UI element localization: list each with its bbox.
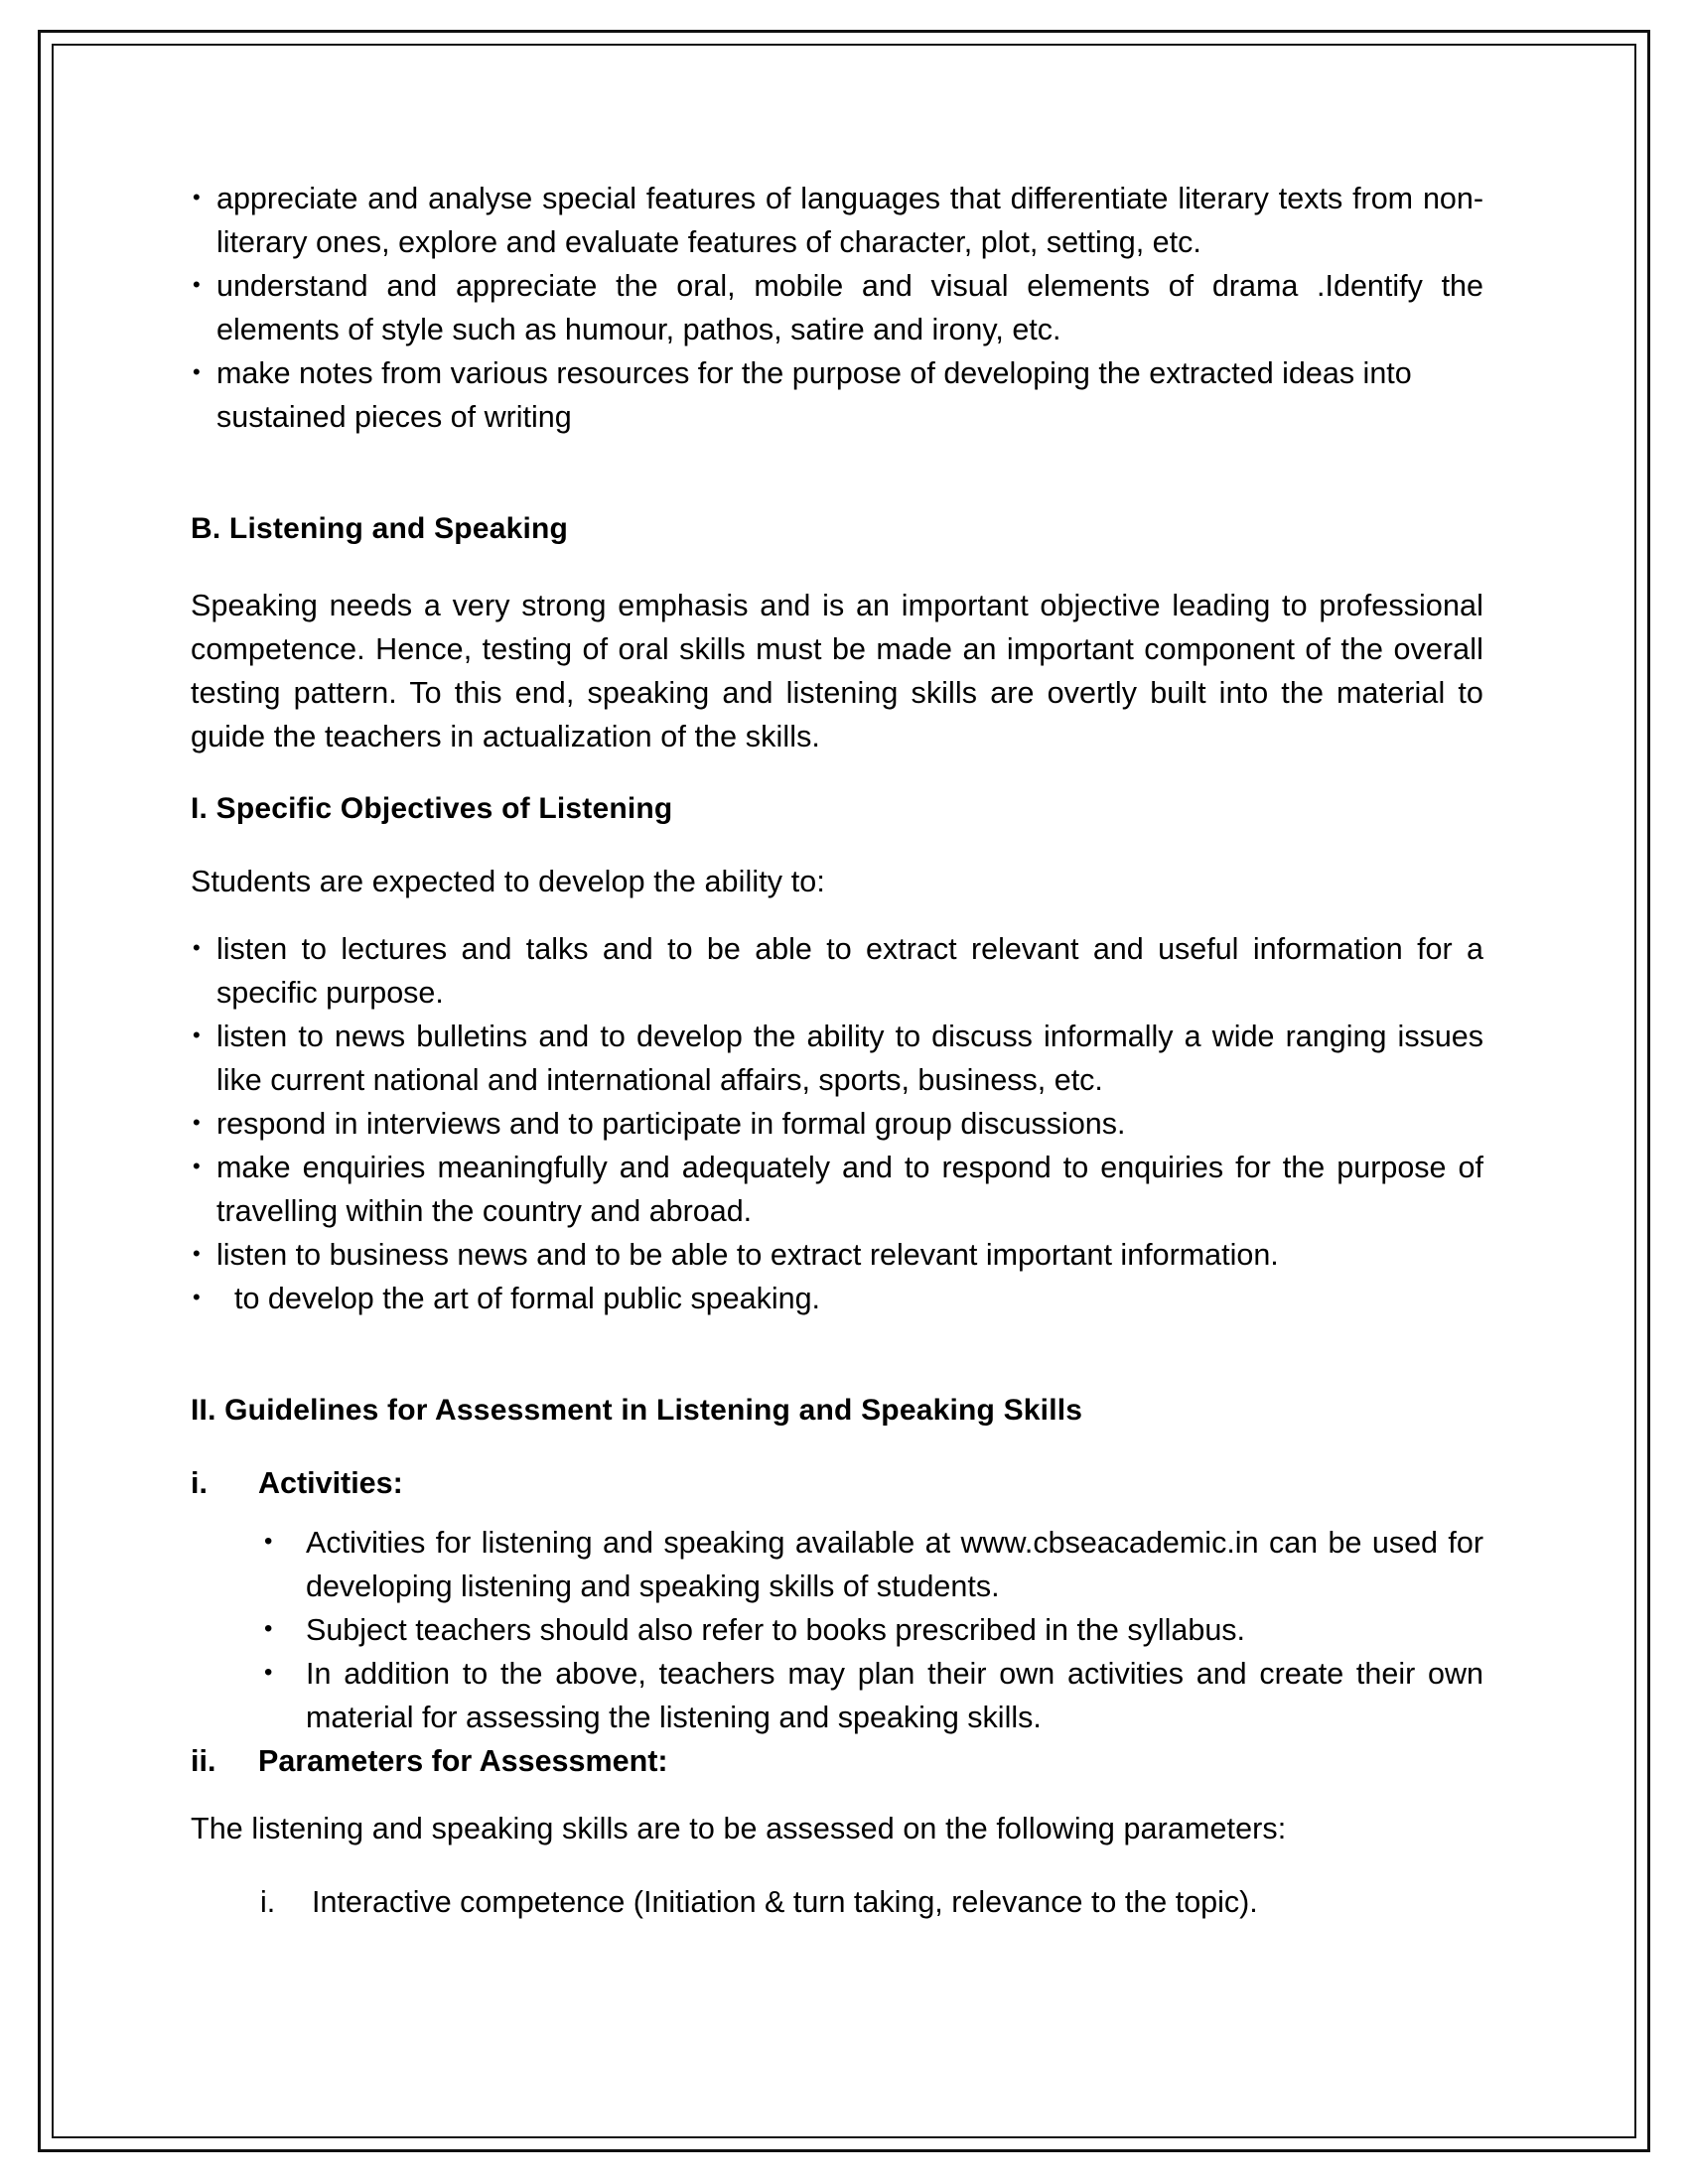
spacer (191, 1320, 1483, 1390)
spacer (191, 1505, 1483, 1521)
section-a-bullet-list (191, 177, 1483, 439)
activities-bullet-list (191, 1521, 1483, 1739)
spacer (191, 439, 1483, 508)
list-item: • respond in interviews and to participate in formal group discussions. (191, 1102, 1483, 1146)
item-ii-label: Parameters for Assessment: (258, 1744, 668, 1778)
listening-objectives-list (191, 927, 1483, 1320)
spacer (191, 1850, 1483, 1880)
spacer (191, 1432, 1483, 1461)
list-item: • appreciate and analyse special features of languages that differentiate literary texts from non-literary ones, explore and evaluate features of character, plot, setting, etc. (191, 177, 1483, 264)
list-item: • make notes from various resources for the purpose of developing the extracted ideas into sustained pieces of writing (191, 351, 1483, 439)
list-item: • Activities for listening and speaking available at www.cbseacademic.in can be used for developing listening and speaking skills of students. (260, 1521, 1483, 1608)
parameters-lead-in: The listening and speaking skills are to be assessed on the following parameters: (191, 1812, 1287, 1845)
item-i-activities (191, 1461, 1483, 1505)
list-item: • Subject teachers should also refer to books prescribed in the syllabus. (260, 1608, 1483, 1652)
parameter-text: Interactive competence (Initiation & turn taking, relevance to the topic). (312, 1885, 1258, 1919)
list-item: • listen to lectures and talks and to be able to extract relevant and useful information for a specific purpose. (191, 927, 1483, 1015)
section-b-intro-paragraph: Speaking needs a very strong emphasis and is an important objective leading to professional competence. Hence, testing of oral skills must be made an important component of the overall testing pattern. To this end, speaking and listening skills are overtly built into the material to guide the teachers in actualization of the skills. (191, 589, 1483, 753)
heading-section-b: B. Listening and Speaking (191, 512, 569, 545)
list-item: • make enquiries meaningfully and adequately and to respond to enquiries for the purpose of travelling within the country and abroad. (191, 1146, 1483, 1233)
section-i-lead-in: Students are expected to develop the ability to: (191, 865, 825, 898)
list-item: • listen to news bulletins and to develop the ability to discuss informally a wide ranging issues like current national and international affairs, sports, business, etc. (191, 1015, 1483, 1102)
spacer (191, 830, 1483, 860)
parameter-item (191, 1880, 1483, 1924)
spacer (191, 758, 1483, 788)
spacer (191, 550, 1483, 584)
list-item: • In addition to the above, teachers may plan their own activities and create their own material for assessing the listening and speaking skills. (260, 1652, 1483, 1739)
spacer (191, 903, 1483, 927)
document-content (191, 177, 1483, 1924)
item-i-marker: i. (191, 1466, 208, 1500)
list-item: • to develop the art of formal public speaking. (191, 1277, 1483, 1320)
list-item: • understand and appreciate the oral, mobile and visual elements of drama .Identify the elements of style such as humour, pathos, satire and irony, etc. (191, 264, 1483, 351)
heading-section-i: I. Specific Objectives of Listening (191, 792, 673, 825)
parameter-marker: i. (260, 1885, 276, 1919)
item-ii-parameters (191, 1739, 1483, 1783)
spacer (191, 1783, 1483, 1807)
item-ii-marker: ii. (191, 1744, 216, 1778)
item-i-label: Activities: (258, 1466, 403, 1500)
heading-section-ii: II. Guidelines for Assessment in Listening and Speaking Skills (191, 1394, 1083, 1427)
list-item: • listen to business news and to be able to extract relevant important information. (191, 1233, 1483, 1277)
